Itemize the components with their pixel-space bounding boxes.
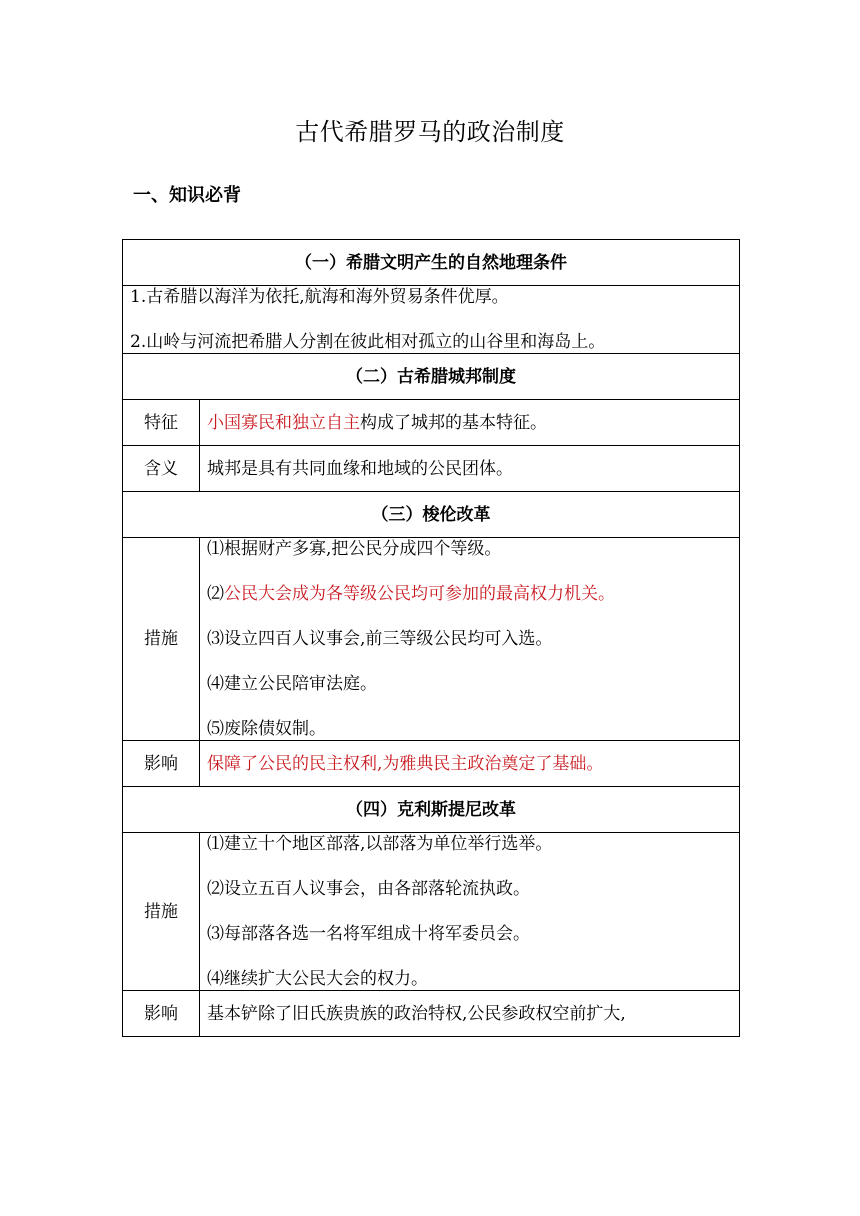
table-row — [123, 787, 740, 833]
row-label: 措施 — [123, 538, 200, 741]
list-item: ⑴根据财产多寡,把公民分成四个等级。 — [207, 539, 502, 559]
section-header: （二）古希腊城邦制度 — [123, 354, 740, 400]
section-header: （三）梭伦改革 — [123, 492, 740, 538]
list-item: ⑵设立五百人议事会，由各部落轮流执政。 — [207, 879, 530, 899]
row-label: 含义 — [123, 446, 200, 492]
row-content: 城邦是具有共同血缘和地域的公民团体。 — [200, 446, 740, 492]
list-item: ⑴建立十个地区部落,以部落为单位举行选举。 — [207, 834, 553, 854]
table-row — [123, 286, 740, 354]
table-row — [123, 833, 740, 991]
highlight-text: 保障了公民的民主权利,为雅典民主政治奠定了基础。 — [207, 753, 604, 774]
row-content — [200, 741, 740, 787]
list-item: ⑷继续扩大公民大会的权力。 — [207, 969, 428, 989]
highlight-text: 公民大会成为各等级公民均可参加的最高权力机关。 — [224, 584, 615, 604]
table-row — [123, 446, 740, 492]
page-title: 古代希腊罗马的政治制度 — [295, 118, 565, 146]
list-item: ⑶设立四百人议事会,前三等级公民均可入选。 — [207, 629, 553, 649]
table-row — [123, 538, 740, 741]
section-heading: 一、知识必背 — [133, 185, 241, 206]
body-text: 构成了城邦的基本特征。 — [360, 412, 547, 433]
table-row — [123, 991, 740, 1037]
knowledge-table — [122, 239, 740, 1037]
table-row — [123, 400, 740, 446]
table-row — [123, 240, 740, 286]
row-content — [200, 833, 740, 991]
row-content — [200, 538, 740, 741]
row-label: 影响 — [123, 991, 200, 1037]
list-cell — [123, 286, 740, 354]
list-item: ⑸废除债奴制。 — [207, 719, 326, 739]
section-header: （一）希腊文明产生的自然地理条件 — [123, 240, 740, 286]
row-content: 基本铲除了旧氏族贵族的政治特权,公民参政权空前扩大, — [200, 991, 740, 1037]
list-item: ⑶每部落各选一名将军组成十将军委员会。 — [207, 924, 530, 944]
list-item: 1.古希腊以海洋为依托,航海和海外贸易条件优厚。 — [130, 287, 509, 307]
row-content — [200, 400, 740, 446]
row-label: 影响 — [123, 741, 200, 787]
row-label: 特征 — [123, 400, 200, 446]
list-item: ⑷建立公民陪审法庭。 — [207, 674, 377, 694]
highlight-text: 小国寡民和独立自主 — [207, 412, 360, 433]
section-header: （四）克利斯提尼改革 — [123, 787, 740, 833]
list-item — [207, 583, 732, 605]
item-number: ⑵ — [207, 584, 224, 604]
list-item: 2.山岭与河流把希腊人分割在彼此相对孤立的山谷里和海岛上。 — [130, 332, 606, 352]
table-row — [123, 354, 740, 400]
table-row — [123, 492, 740, 538]
table-row — [123, 741, 740, 787]
row-label: 措施 — [123, 833, 200, 991]
